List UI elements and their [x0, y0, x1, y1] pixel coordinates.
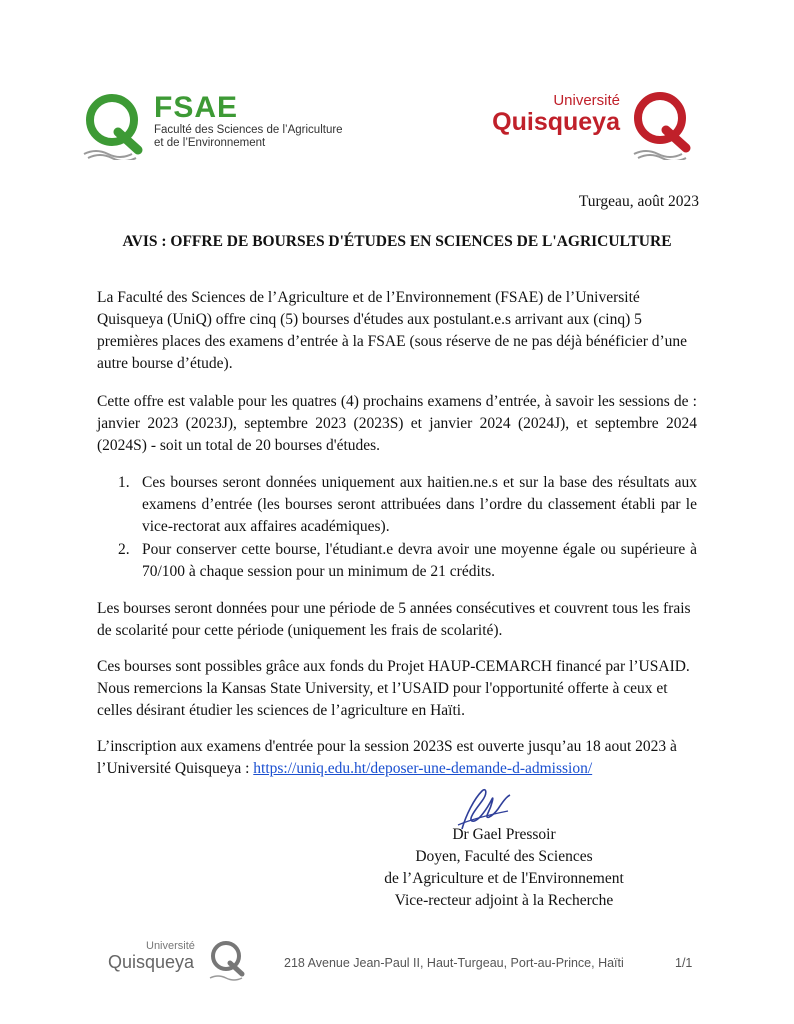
- fsae-full-name-line1: Faculté des Sciences de l’Agriculture: [154, 124, 343, 136]
- paragraph-duration: Les bourses seront données pour une période de 5 années consécutives et couvrent tous les frais de scolarité pour cette période (uniquement les frais de scolarité).: [97, 600, 691, 639]
- paragraph-sessions: Cette offre est valable pour les quatres (4) prochains examens d’entrée, à savoir les sessions de : janvier 2023 (2023J), septembre 2023 (2023S) et janvier 2024 (2024J), et septembre 2024 (2024S) - soit un total de 20 bourses d'études.: [97, 393, 697, 454]
- signatory-title-2: de l’Agriculture et de l'Environnement: [384, 870, 624, 887]
- quisqueya-logo: [482, 88, 712, 160]
- document-date: Turgeau, août 2023: [578, 193, 699, 210]
- list-item: [97, 472, 697, 538]
- signatory-title-1: Doyen, Faculté des Sciences: [415, 848, 593, 865]
- paragraph-funding: Ces bourses sont possibles grâce aux fonds du Projet HAUP-CEMARCH financé par l’USAID. Nous remercions la Kansas State University, et l’USAID pour l'opportunité offerte à ceux et celles désirant étudier les sciences de l’agriculture en Haïti.: [97, 658, 690, 719]
- list-item-text: Ces bourses seront données uniquement aux haitien.ne.s et sur la base des résultats aux examens d’entrée (les bourses seront attribuées dans l’ordre du classement établi par le vice-rectorat aux affaires académiques).: [142, 474, 697, 535]
- list-item-number: 1.: [118, 474, 130, 491]
- registration-text: L’inscription aux examens d'entrée pour la session 2023S est ouverte jusqu’au 18 aout 2023 à l’Université Quisqueya :: [97, 738, 677, 777]
- fsae-abbreviation: FSAE: [154, 91, 239, 124]
- document-title: AVIS : OFFRE DE BOURSES D'ÉTUDES EN SCIENCES DE L'AGRICULTURE: [122, 233, 672, 250]
- page-number: 1/1: [675, 956, 693, 970]
- quisqueya-logo-name: Quisqueya: [492, 108, 620, 136]
- quisqueya-q-mark-icon: [628, 88, 698, 160]
- footer-q-mark-icon: [206, 938, 252, 982]
- footer-address: 218 Avenue Jean-Paul II, Haut-Turgeau, Port-au-Prince, Haïti: [284, 956, 624, 970]
- paragraph-registration: [97, 736, 697, 780]
- footer-logo-univ: Université: [146, 940, 195, 952]
- footer-quisqueya-logo: [108, 938, 258, 982]
- signature-block: [354, 824, 654, 912]
- signatory-name: Dr Gael Pressoir: [452, 826, 556, 843]
- fsae-q-mark-icon: [82, 88, 148, 160]
- signatory-title-3: Vice-recteur adjoint à la Recherche: [394, 892, 614, 909]
- fsae-logo: [82, 88, 342, 160]
- paragraph-intro: La Faculté des Sciences de l’Agriculture et de l’Environnement (FSAE) de l’Université Quisqueya (UniQ) offre cinq (5) bourses d'études aux postulant.e.s arrivant aux (cinq) 5 premières places des examens d’entrée à la FSAE (sous réserve de ne pas déjà bénéficier d’une autre bourse d’étude).: [97, 289, 688, 372]
- list-item-number: 2.: [118, 541, 130, 558]
- quisqueya-logo-univ: Université: [553, 92, 620, 109]
- admission-link[interactable]: https://uniq.edu.ht/deposer-une-demande-d-admission/: [253, 760, 593, 777]
- conditions-list: [97, 472, 697, 584]
- list-item-text: Pour conserver cette bourse, l'étudiant.e devra avoir une moyenne égale ou supérieure à 70/100 à chaque session pour un minimum de 21 crédits.: [142, 541, 697, 580]
- list-item: [97, 539, 697, 583]
- footer-logo-name: Quisqueya: [108, 952, 195, 972]
- fsae-full-name-line2: et de l’Environnement: [154, 137, 266, 149]
